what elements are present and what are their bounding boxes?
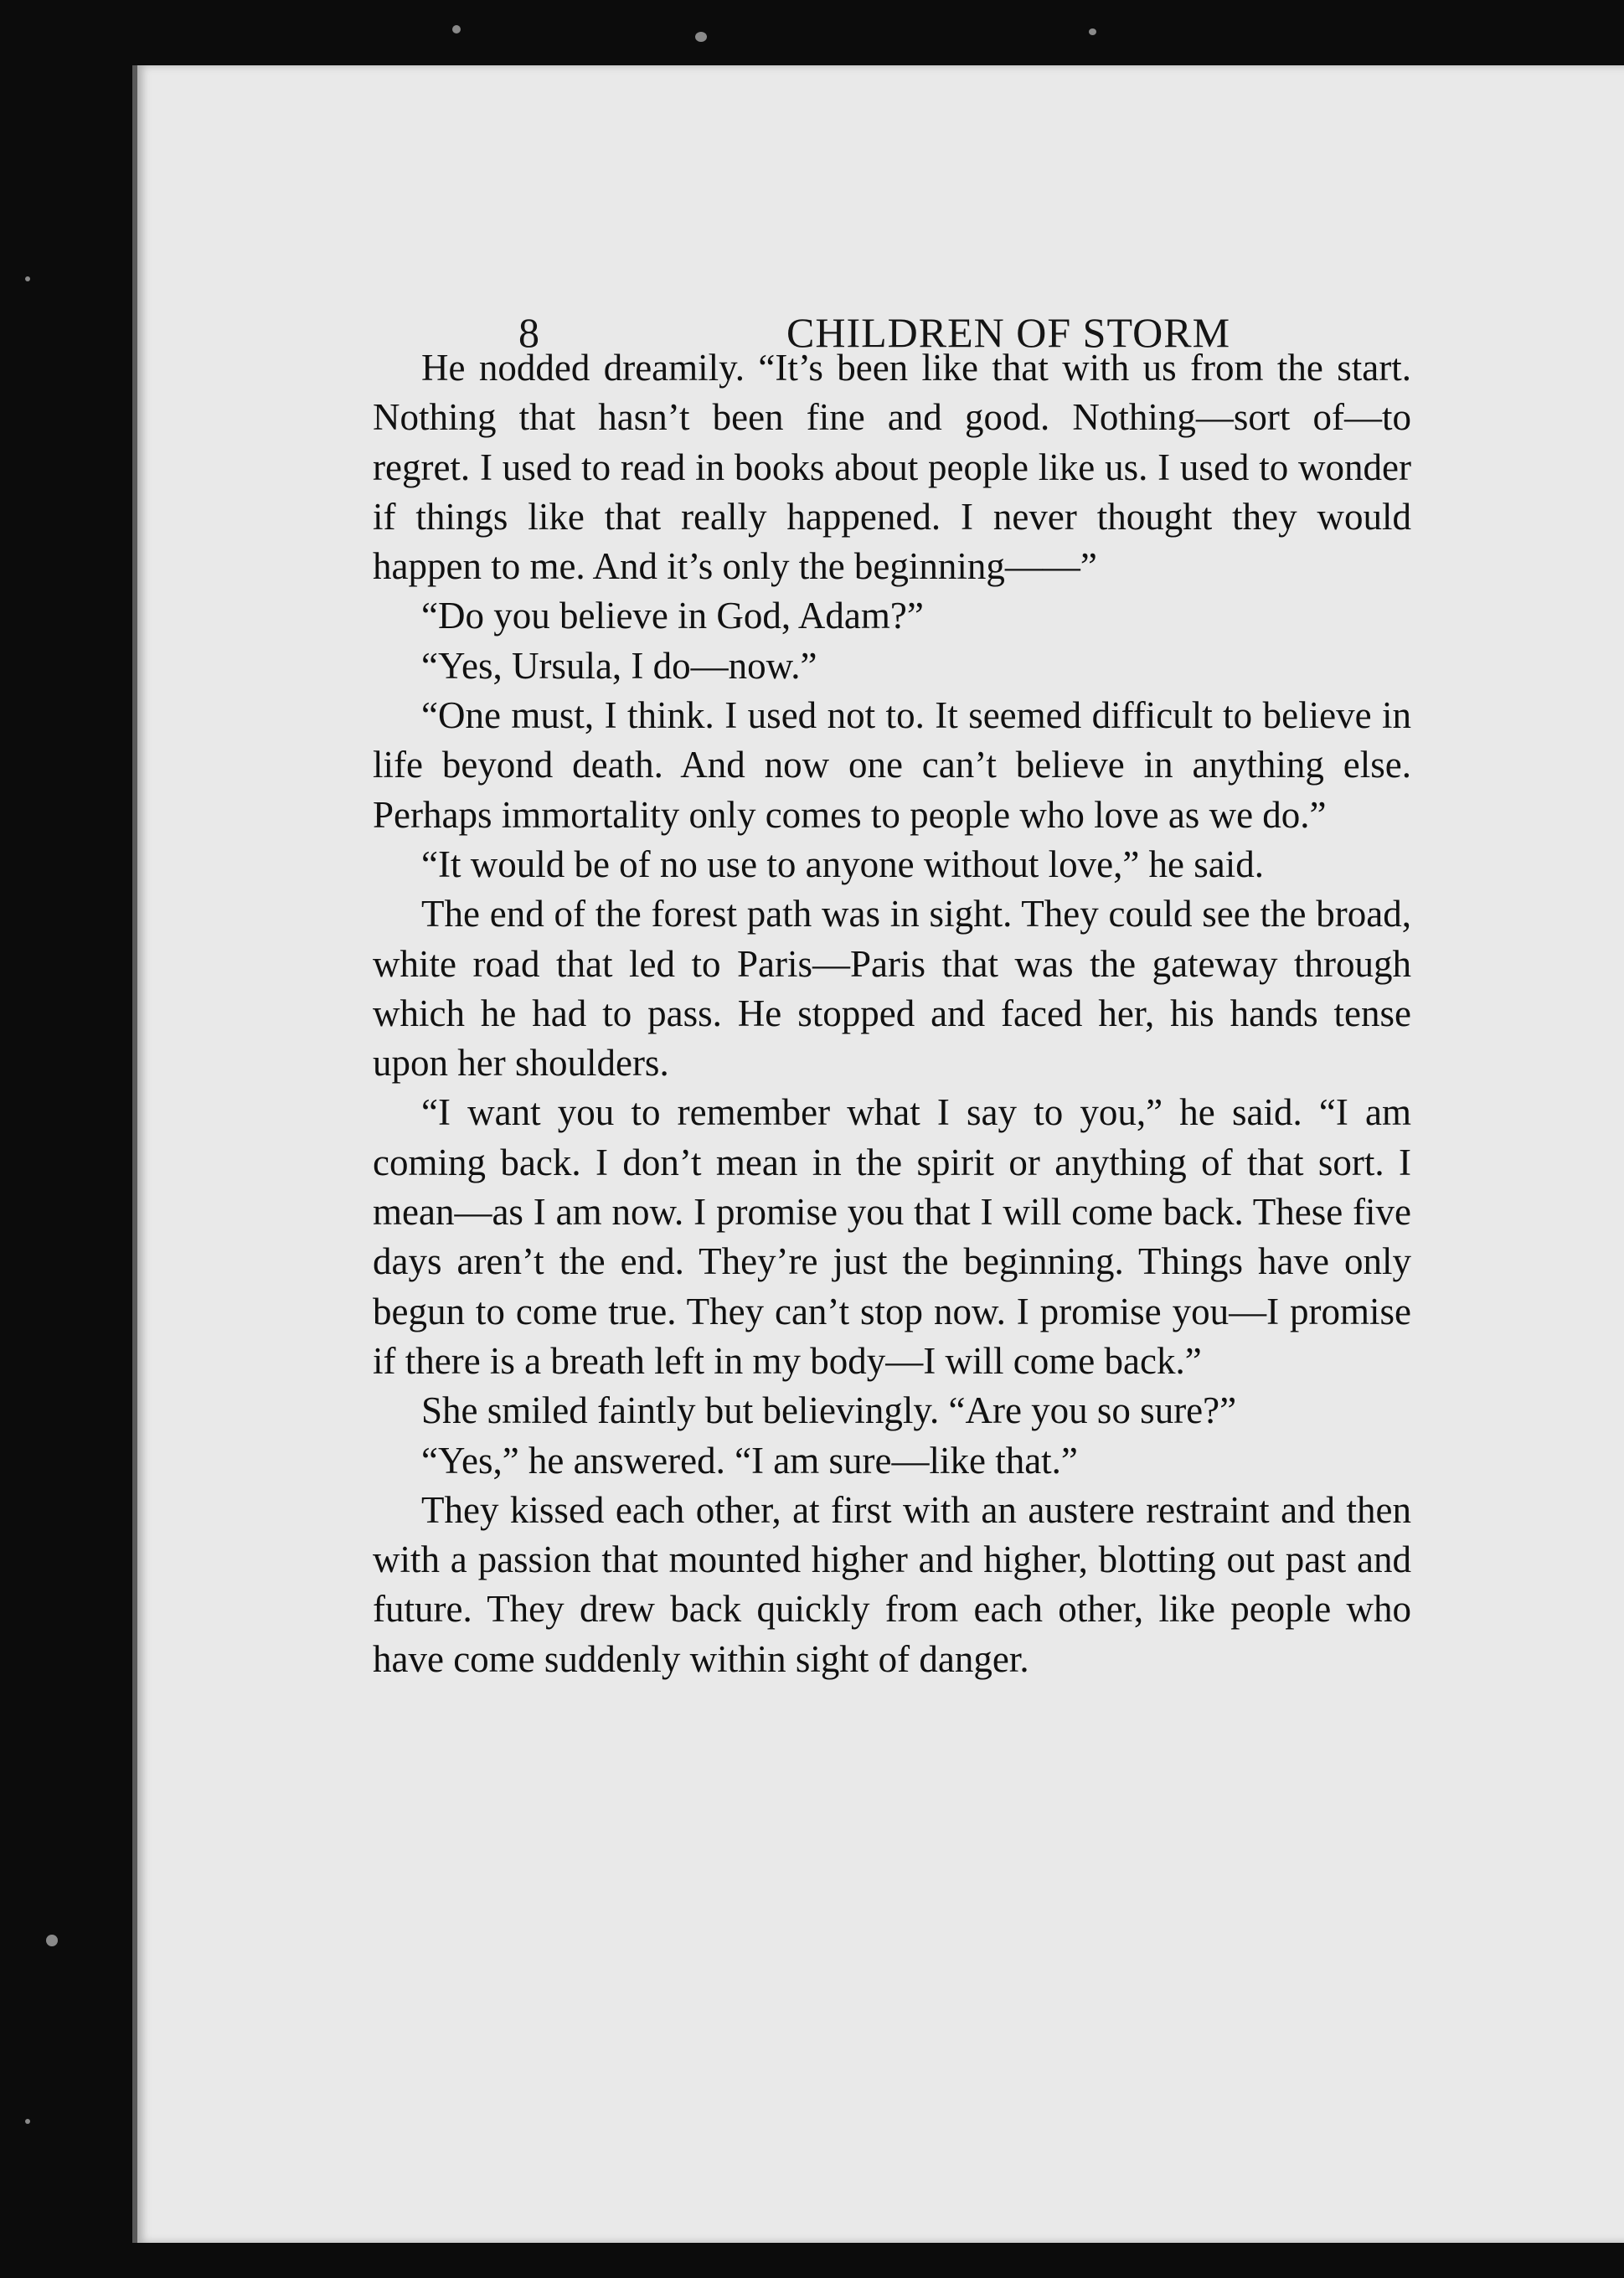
page-number: 8	[518, 309, 539, 356]
paragraph: She smiled faintly but believingly. “Are you so sure?”	[421, 1389, 1237, 1432]
paragraph: “Yes, Ursula, I do—now.”	[421, 644, 817, 687]
paragraph: “Yes,” he answered. “I am sure—like that.”	[421, 1439, 1078, 1482]
scan-speck	[452, 25, 461, 34]
paragraph: “It would be of no use to anyone without love,” he said.	[421, 843, 1265, 885]
running-title: CHILDREN OF STORM	[786, 309, 1231, 356]
paragraph: “Do you believe in God, Adam?”	[421, 595, 924, 637]
paragraph: The end of the forest path was in sight. They could see the broad, white road that led to Paris—Paris that was the gateway through which he had to pass. He stopped and faced her, his hands tense upon her shoulders.	[373, 893, 1411, 1085]
paragraph: “One must, I think. I used not to. It seemed difficult to believe in life beyond death. And now one can’t believe in anything else. Perhaps immortality only comes to people who love as we do.”	[373, 694, 1411, 836]
paragraph: He nodded dreamily. “It’s been like that with us from the start. Nothing that hasn’t been fine and good. Nothing—sort of—to regret. I used to read in books about people like us. I used to wonder if things like that really happened. I never thought they would happen to me. And it’s only the beginning——”	[373, 347, 1411, 588]
scan-speck	[46, 1935, 58, 1946]
body-text	[373, 343, 1411, 1684]
scan-speck	[25, 276, 30, 281]
paragraph: “I want you to remember what I say to you,” he said. “I am coming back. I don’t mean in the spirit or anything of that sort. I mean—as I am now. I promise you that I will come back. These five days aren’t the end. They’re just the beginning. Things have only begun to come true. They can’t stop now. I promise you—I promise if there is a breath left in my body—I will come back.”	[373, 1091, 1411, 1382]
paragraph: They kissed each other, at first with an austere restraint and then with a passion that mounted higher and higher, blotting out past and future. They drew back quickly from each other, like people who have come suddenly within sight of danger.	[373, 1488, 1411, 1680]
scan-speck	[1089, 28, 1096, 35]
scan-speck	[695, 32, 707, 42]
scan-speck	[25, 2119, 30, 2124]
